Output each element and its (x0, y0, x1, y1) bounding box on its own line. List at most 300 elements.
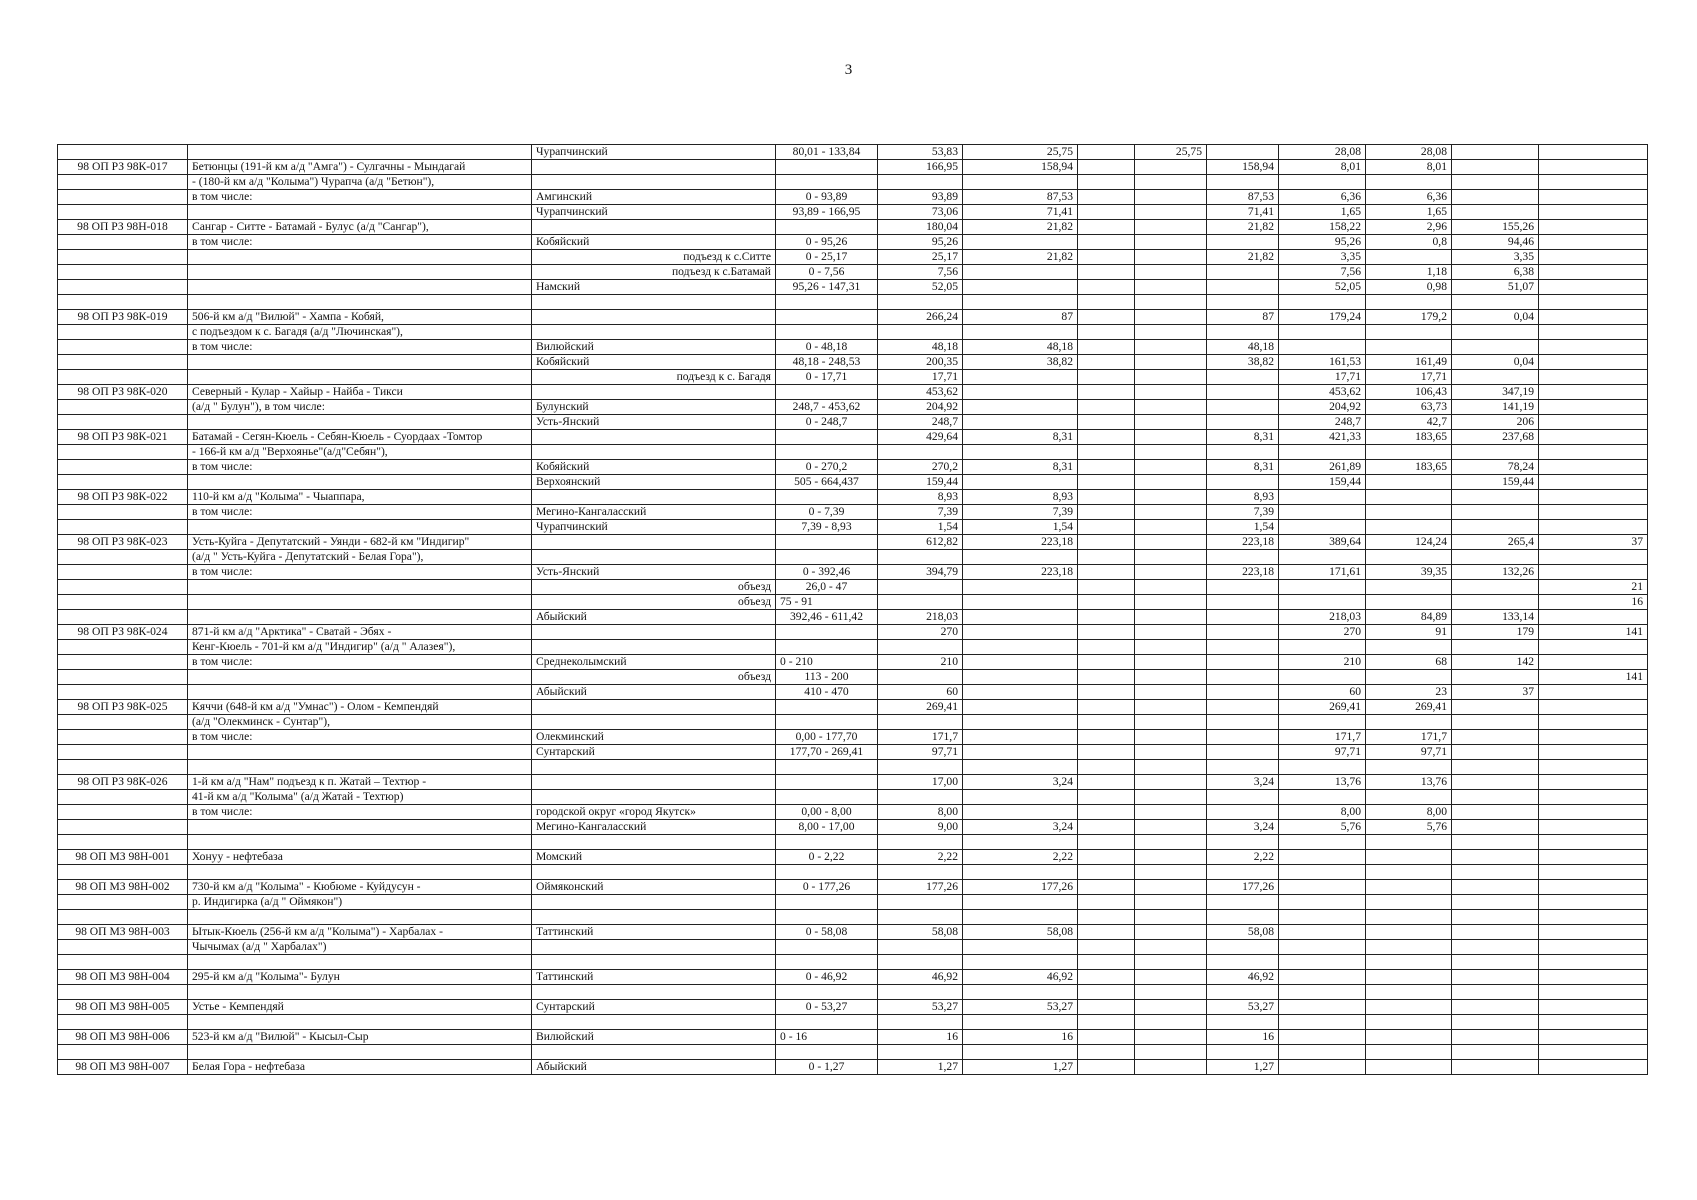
cell-length-col-9 (1207, 685, 1279, 700)
cell-length-col-6 (963, 955, 1078, 970)
cell-length-col-11 (1366, 250, 1452, 265)
cell-road-id (58, 295, 188, 310)
cell-road-name (188, 520, 532, 535)
cell-road-name (188, 205, 532, 220)
cell-km-range: 0 - 48,18 (776, 340, 878, 355)
cell-km-range (776, 175, 878, 190)
cell-total-length: 159,44 (878, 475, 963, 490)
cell-length-col-7 (1078, 460, 1135, 475)
cell-length-col-6 (963, 685, 1078, 700)
table-row (58, 925, 1648, 940)
cell-length-col-8: 25,75 (1135, 145, 1207, 160)
cell-km-range: 0 - 53,27 (776, 1000, 878, 1015)
cell-km-range (776, 775, 878, 790)
cell-length-col-11: 171,7 (1366, 730, 1452, 745)
cell-total-length: 48,18 (878, 340, 963, 355)
cell-length-col-6 (963, 865, 1078, 880)
cell-road-id (58, 910, 188, 925)
cell-length-col-12 (1452, 880, 1539, 895)
cell-district (532, 865, 776, 880)
cell-length-col-6 (963, 280, 1078, 295)
table-row (58, 775, 1648, 790)
cell-length-col-7 (1078, 160, 1135, 175)
cell-length-col-9 (1207, 1045, 1279, 1060)
table-row (58, 1000, 1648, 1015)
cell-length-col-13 (1539, 430, 1648, 445)
cell-length-col-7 (1078, 955, 1135, 970)
cell-total-length (878, 955, 963, 970)
cell-length-col-8 (1135, 700, 1207, 715)
cell-length-col-10: 95,26 (1279, 235, 1366, 250)
cell-district: Намский (532, 280, 776, 295)
cell-length-col-13 (1539, 325, 1648, 340)
cell-road-id (58, 340, 188, 355)
cell-length-col-10 (1279, 175, 1366, 190)
cell-length-col-9 (1207, 385, 1279, 400)
cell-road-id: 98 ОП РЗ 98К-021 (58, 430, 188, 445)
cell-length-col-10 (1279, 835, 1366, 850)
cell-length-col-11: 1,65 (1366, 205, 1452, 220)
cell-length-col-7 (1078, 940, 1135, 955)
table-row (58, 715, 1648, 730)
cell-road-name (188, 865, 532, 880)
cell-length-col-13 (1539, 220, 1648, 235)
cell-length-col-6: 2,22 (963, 850, 1078, 865)
cell-length-col-11 (1366, 325, 1452, 340)
cell-length-col-7 (1078, 370, 1135, 385)
cell-length-col-10 (1279, 1030, 1366, 1045)
cell-length-col-13 (1539, 895, 1648, 910)
cell-district: Амгинский (532, 190, 776, 205)
cell-district (532, 160, 776, 175)
cell-length-col-8 (1135, 580, 1207, 595)
cell-length-col-12 (1452, 550, 1539, 565)
cell-length-col-10: 453,62 (1279, 385, 1366, 400)
cell-length-col-7 (1078, 475, 1135, 490)
cell-length-col-11 (1366, 715, 1452, 730)
cell-km-range (776, 625, 878, 640)
cell-length-col-9: 1,54 (1207, 520, 1279, 535)
table-row (58, 400, 1648, 415)
cell-length-col-7 (1078, 625, 1135, 640)
cell-length-col-9 (1207, 745, 1279, 760)
cell-road-id (58, 400, 188, 415)
cell-length-col-7 (1078, 805, 1135, 820)
cell-length-col-12 (1452, 820, 1539, 835)
cell-road-name: Батамай - Сегян-Кюель - Себян-Кюель - Суордаах -Томтор (188, 430, 532, 445)
cell-road-name: Ытык-Кюель (256-й км а/д "Колыма") - Харбалах - (188, 925, 532, 940)
cell-length-col-10 (1279, 715, 1366, 730)
cell-total-length: 429,64 (878, 430, 963, 445)
cell-total-length (878, 550, 963, 565)
cell-district: объезд (532, 670, 776, 685)
cell-district (532, 490, 776, 505)
cell-total-length: 25,17 (878, 250, 963, 265)
cell-road-name: (а/д "Олекминск - Сунтар"), (188, 715, 532, 730)
cell-road-id (58, 325, 188, 340)
cell-km-range: 0 - 25,17 (776, 250, 878, 265)
cell-km-range: 26,0 - 47 (776, 580, 878, 595)
cell-road-name: Кенг-Кюель - 701-й км а/д "Индигир" (а/д " Алазея"), (188, 640, 532, 655)
cell-length-col-11 (1366, 790, 1452, 805)
cell-length-col-13 (1539, 550, 1648, 565)
cell-length-col-10 (1279, 940, 1366, 955)
cell-length-col-7 (1078, 1030, 1135, 1045)
table-row (58, 460, 1648, 475)
cell-length-col-8 (1135, 760, 1207, 775)
cell-road-name (188, 985, 532, 1000)
cell-district: Усть-Янский (532, 565, 776, 580)
table-row (58, 430, 1648, 445)
cell-length-col-11: 8,00 (1366, 805, 1452, 820)
cell-length-col-11 (1366, 835, 1452, 850)
cell-road-name: в том числе: (188, 655, 532, 670)
cell-length-col-8 (1135, 715, 1207, 730)
cell-length-col-8 (1135, 595, 1207, 610)
cell-length-col-13 (1539, 400, 1648, 415)
cell-length-col-7 (1078, 355, 1135, 370)
cell-total-length (878, 790, 963, 805)
cell-length-col-8 (1135, 670, 1207, 685)
cell-road-name: в том числе: (188, 340, 532, 355)
cell-total-length: 171,7 (878, 730, 963, 745)
cell-length-col-10 (1279, 325, 1366, 340)
cell-length-col-12 (1452, 640, 1539, 655)
table-row (58, 505, 1648, 520)
cell-length-col-6: 8,93 (963, 490, 1078, 505)
cell-district (532, 775, 776, 790)
cell-length-col-8 (1135, 295, 1207, 310)
cell-total-length: 9,00 (878, 820, 963, 835)
cell-road-name (188, 610, 532, 625)
cell-km-range (776, 160, 878, 175)
cell-length-col-10 (1279, 490, 1366, 505)
cell-length-col-7 (1078, 145, 1135, 160)
cell-length-col-7 (1078, 340, 1135, 355)
cell-road-id (58, 865, 188, 880)
cell-length-col-12: 51,07 (1452, 280, 1539, 295)
cell-length-col-11: 6,36 (1366, 190, 1452, 205)
cell-length-col-13 (1539, 820, 1648, 835)
cell-district: объезд (532, 580, 776, 595)
table-row (58, 235, 1648, 250)
cell-length-col-13 (1539, 865, 1648, 880)
cell-length-col-7 (1078, 325, 1135, 340)
cell-length-col-13 (1539, 145, 1648, 160)
cell-district: Мегино-Кангаласский (532, 820, 776, 835)
cell-length-col-6: 25,75 (963, 145, 1078, 160)
table-row (58, 685, 1648, 700)
cell-total-length (878, 910, 963, 925)
cell-total-length: 17,00 (878, 775, 963, 790)
cell-length-col-7 (1078, 820, 1135, 835)
cell-district: Чурапчинский (532, 205, 776, 220)
cell-length-col-13 (1539, 280, 1648, 295)
cell-district (532, 985, 776, 1000)
cell-length-col-11 (1366, 580, 1452, 595)
cell-km-range: 410 - 470 (776, 685, 878, 700)
cell-length-col-7 (1078, 745, 1135, 760)
cell-road-name: 523-й км а/д "Вилюй" - Кысыл-Сыр (188, 1030, 532, 1045)
cell-road-name (188, 685, 532, 700)
cell-road-id: 98 ОП МЗ 98Н-001 (58, 850, 188, 865)
table-row (58, 580, 1648, 595)
cell-length-col-6: 58,08 (963, 925, 1078, 940)
cell-length-col-10 (1279, 670, 1366, 685)
cell-length-col-13: 16 (1539, 595, 1648, 610)
cell-district (532, 295, 776, 310)
cell-length-col-9 (1207, 865, 1279, 880)
cell-length-col-13 (1539, 775, 1648, 790)
cell-length-col-12: 133,14 (1452, 610, 1539, 625)
cell-road-name: Сангар - Ситте - Батамай - Булус (а/д "Сангар"), (188, 220, 532, 235)
cell-length-col-8 (1135, 865, 1207, 880)
cell-km-range: 0,00 - 177,70 (776, 730, 878, 745)
cell-road-name (188, 280, 532, 295)
cell-length-col-9 (1207, 835, 1279, 850)
cell-district: Абыйский (532, 685, 776, 700)
cell-road-id: 98 ОП МЗ 98Н-007 (58, 1060, 188, 1075)
cell-km-range (776, 295, 878, 310)
cell-length-col-9: 3,24 (1207, 775, 1279, 790)
cell-length-col-8 (1135, 415, 1207, 430)
cell-length-col-11 (1366, 955, 1452, 970)
cell-road-name: 41-й км а/д "Колыма" (а/д Жатай - Техтюр) (188, 790, 532, 805)
table-row (58, 760, 1648, 775)
cell-length-col-6: 7,39 (963, 505, 1078, 520)
cell-road-name (188, 370, 532, 385)
cell-length-col-8 (1135, 280, 1207, 295)
cell-length-col-8 (1135, 1045, 1207, 1060)
cell-length-col-9: 21,82 (1207, 250, 1279, 265)
cell-road-id: 98 ОП МЗ 98Н-003 (58, 925, 188, 940)
cell-length-col-10 (1279, 1015, 1366, 1030)
cell-length-col-8 (1135, 475, 1207, 490)
cell-road-id: 98 ОП РЗ 98К-022 (58, 490, 188, 505)
cell-district: подъезд к с.Батамай (532, 265, 776, 280)
cell-total-length (878, 445, 963, 460)
cell-length-col-6 (963, 745, 1078, 760)
cell-length-col-11: 63,73 (1366, 400, 1452, 415)
cell-length-col-7 (1078, 535, 1135, 550)
cell-district (532, 430, 776, 445)
cell-km-range: 0 - 1,27 (776, 1060, 878, 1075)
cell-road-id (58, 685, 188, 700)
cell-length-col-13 (1539, 940, 1648, 955)
cell-total-length: 73,06 (878, 205, 963, 220)
cell-total-length: 210 (878, 655, 963, 670)
table-row (58, 1045, 1648, 1060)
cell-length-col-9: 158,94 (1207, 160, 1279, 175)
cell-length-col-8 (1135, 400, 1207, 415)
cell-road-name: 295-й км а/д "Колыма"- Булун (188, 970, 532, 985)
cell-length-col-12 (1452, 1000, 1539, 1015)
cell-total-length (878, 865, 963, 880)
cell-total-length: 270 (878, 625, 963, 640)
cell-length-col-9 (1207, 280, 1279, 295)
cell-length-col-10: 7,56 (1279, 265, 1366, 280)
cell-length-col-10 (1279, 580, 1366, 595)
cell-road-name: Чычымах (а/д " Харбалах") (188, 940, 532, 955)
cell-length-col-7 (1078, 670, 1135, 685)
cell-road-name (188, 580, 532, 595)
cell-length-col-6 (963, 295, 1078, 310)
page-number: 3 (844, 62, 853, 78)
cell-district (532, 910, 776, 925)
cell-length-col-6: 158,94 (963, 160, 1078, 175)
cell-length-col-11: 0,98 (1366, 280, 1452, 295)
cell-road-id: 98 ОП РЗ 98К-020 (58, 385, 188, 400)
cell-road-name: 506-й км а/д "Вилюй" - Хампа - Кобяй, (188, 310, 532, 325)
cell-district: Оймяконский (532, 880, 776, 895)
cell-length-col-10 (1279, 925, 1366, 940)
cell-length-col-7 (1078, 1060, 1135, 1075)
cell-length-col-7 (1078, 415, 1135, 430)
cell-road-id (58, 1045, 188, 1060)
cell-km-range: 80,01 - 133,84 (776, 145, 878, 160)
cell-district: Момский (532, 850, 776, 865)
cell-district (532, 1015, 776, 1030)
cell-km-range (776, 310, 878, 325)
cell-km-range (776, 715, 878, 730)
cell-km-range: 8,00 - 17,00 (776, 820, 878, 835)
cell-length-col-8 (1135, 775, 1207, 790)
cell-district (532, 895, 776, 910)
cell-length-col-9 (1207, 805, 1279, 820)
cell-length-col-12 (1452, 700, 1539, 715)
cell-length-col-12: 237,68 (1452, 430, 1539, 445)
cell-length-col-12 (1452, 1045, 1539, 1060)
cell-length-col-10 (1279, 910, 1366, 925)
cell-road-name: Усть-Куйга - Депутатский - Уянди - 682-й км "Индигир" (188, 535, 532, 550)
cell-length-col-8 (1135, 820, 1207, 835)
cell-length-col-11: 2,96 (1366, 220, 1452, 235)
cell-length-col-8 (1135, 1015, 1207, 1030)
cell-km-range: 0 - 210 (776, 655, 878, 670)
cell-length-col-12 (1452, 925, 1539, 940)
cell-length-col-7 (1078, 1045, 1135, 1060)
cell-total-length (878, 640, 963, 655)
table-row (58, 490, 1648, 505)
cell-length-col-11 (1366, 925, 1452, 940)
cell-road-id (58, 580, 188, 595)
cell-km-range (776, 385, 878, 400)
cell-total-length: 177,26 (878, 880, 963, 895)
cell-length-col-10 (1279, 1045, 1366, 1060)
cell-road-name: в том числе: (188, 460, 532, 475)
cell-length-col-12 (1452, 340, 1539, 355)
cell-length-col-11 (1366, 940, 1452, 955)
cell-length-col-12 (1452, 190, 1539, 205)
cell-length-col-13 (1539, 700, 1648, 715)
cell-length-col-12 (1452, 895, 1539, 910)
cell-km-range: 0 - 95,26 (776, 235, 878, 250)
cell-km-range (776, 220, 878, 235)
cell-length-col-12: 206 (1452, 415, 1539, 430)
cell-district: объезд (532, 595, 776, 610)
cell-district: Вилюйский (532, 1030, 776, 1045)
cell-length-col-10: 204,92 (1279, 400, 1366, 415)
cell-length-col-8 (1135, 1060, 1207, 1075)
cell-length-col-12: 0,04 (1452, 355, 1539, 370)
cell-length-col-13: 21 (1539, 580, 1648, 595)
table-row (58, 310, 1648, 325)
table-row (58, 340, 1648, 355)
cell-length-col-9: 71,41 (1207, 205, 1279, 220)
cell-length-col-12 (1452, 670, 1539, 685)
cell-km-range: 7,39 - 8,93 (776, 520, 878, 535)
cell-length-col-12 (1452, 1060, 1539, 1075)
cell-length-col-8 (1135, 340, 1207, 355)
cell-length-col-6: 71,41 (963, 205, 1078, 220)
cell-length-col-9 (1207, 415, 1279, 430)
cell-length-col-9 (1207, 175, 1279, 190)
cell-road-id (58, 955, 188, 970)
cell-length-col-12 (1452, 325, 1539, 340)
cell-total-length (878, 580, 963, 595)
cell-road-name: в том числе: (188, 805, 532, 820)
cell-length-col-7 (1078, 1000, 1135, 1015)
cell-length-col-10 (1279, 790, 1366, 805)
cell-road-name: с подъездом к с. Багадя (а/д "Лючинская"), (188, 325, 532, 340)
table-row (58, 1060, 1648, 1075)
cell-length-col-12: 141,19 (1452, 400, 1539, 415)
cell-road-id: 98 ОП РЗ 98К-026 (58, 775, 188, 790)
cell-total-length: 394,79 (878, 565, 963, 580)
cell-length-col-10: 158,22 (1279, 220, 1366, 235)
cell-length-col-12: 78,24 (1452, 460, 1539, 475)
cell-length-col-11: 161,49 (1366, 355, 1452, 370)
cell-length-col-12 (1452, 1015, 1539, 1030)
cell-total-length: 453,62 (878, 385, 963, 400)
cell-length-col-10: 421,33 (1279, 430, 1366, 445)
table-row (58, 445, 1648, 460)
cell-district: Усть-Янский (532, 415, 776, 430)
cell-district: Чурапчинский (532, 145, 776, 160)
cell-total-length (878, 1045, 963, 1060)
cell-length-col-6 (963, 985, 1078, 1000)
cell-length-col-11 (1366, 1000, 1452, 1015)
table-row (58, 355, 1648, 370)
cell-length-col-10: 8,01 (1279, 160, 1366, 175)
cell-km-range (776, 895, 878, 910)
cell-total-length: 266,24 (878, 310, 963, 325)
cell-length-col-13 (1539, 745, 1648, 760)
cell-total-length: 53,27 (878, 1000, 963, 1015)
cell-total-length (878, 940, 963, 955)
table-row (58, 475, 1648, 490)
cell-road-id (58, 460, 188, 475)
cell-length-col-11 (1366, 895, 1452, 910)
cell-district: подъезд к с.Ситте (532, 250, 776, 265)
table-row (58, 220, 1648, 235)
cell-road-id (58, 820, 188, 835)
cell-road-name: (а/д " Усть-Куйга - Депутатский - Белая Гора"), (188, 550, 532, 565)
cell-length-col-9 (1207, 400, 1279, 415)
cell-length-col-11: 42,7 (1366, 415, 1452, 430)
cell-road-id (58, 250, 188, 265)
table-row (58, 295, 1648, 310)
cell-length-col-6 (963, 700, 1078, 715)
cell-km-range: 95,26 - 147,31 (776, 280, 878, 295)
table-row (58, 865, 1648, 880)
cell-length-col-13 (1539, 760, 1648, 775)
cell-district (532, 790, 776, 805)
cell-length-col-7 (1078, 925, 1135, 940)
cell-km-range (776, 790, 878, 805)
cell-length-col-10: 5,76 (1279, 820, 1366, 835)
cell-district: Абыйский (532, 610, 776, 625)
